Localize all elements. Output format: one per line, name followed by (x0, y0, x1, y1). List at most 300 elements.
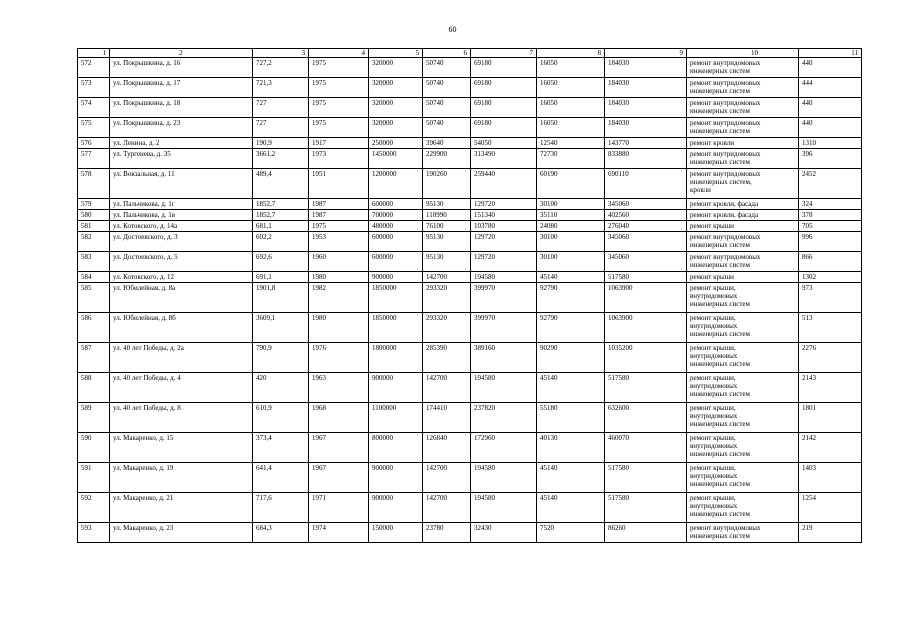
col11-cell: 396 (799, 149, 862, 169)
col9-cell: 345060 (605, 232, 687, 252)
address-cell: ул. Достоевского, д. 3 (110, 232, 253, 252)
total-cost-cell: 900000 (369, 463, 423, 493)
area-cell: 721,3 (253, 78, 309, 98)
works-line: инженерных систем (690, 241, 750, 249)
total-cost-cell: 150000 (369, 523, 423, 543)
works-line: ремонт внутридомовых (690, 59, 761, 67)
works-line: внутридомовых (690, 502, 738, 510)
address-cell: ул. Макаренко, д. 21 (110, 493, 253, 523)
works-line: инженерных систем (690, 420, 750, 428)
col9-cell: 517580 (605, 373, 687, 403)
works-line: кровли (690, 186, 711, 194)
col7-cell: 313490 (471, 149, 537, 169)
col6-cell: 142700 (423, 463, 471, 493)
col9-cell: 345060 (605, 252, 687, 272)
row-number: 572 (78, 58, 110, 78)
col7-cell: 151340 (471, 210, 537, 221)
col8-cell: 72730 (537, 149, 605, 169)
col11-cell: 2143 (799, 373, 862, 403)
year-cell: 1917 (309, 138, 369, 149)
col7-cell: 69180 (471, 58, 537, 78)
year-cell: 1975 (309, 58, 369, 78)
works-line: внутридомовых (690, 352, 738, 360)
row-number: 593 (78, 523, 110, 543)
column-number-7: 7 (471, 49, 537, 58)
works-line: ремонт кровли, фасада (690, 200, 759, 208)
works-line: инженерных систем (690, 158, 750, 166)
row-number: 577 (78, 149, 110, 169)
address-cell: ул. 40 лет Победы, д. 8 (110, 403, 253, 433)
row-number: 590 (78, 433, 110, 463)
col6-cell: 50740 (423, 58, 471, 78)
table-row (78, 252, 862, 272)
works-line: инженерных систем (690, 450, 750, 458)
col9-cell: 517580 (605, 493, 687, 523)
col11-cell: 1254 (799, 493, 862, 523)
col11-cell: 1801 (799, 403, 862, 433)
col7-cell: 237820 (471, 403, 537, 433)
column-number-4: 4 (309, 49, 369, 58)
year-cell: 1975 (309, 118, 369, 138)
col8-cell: 45140 (537, 463, 605, 493)
column-number-11: 11 (799, 49, 862, 58)
year-cell: 1980 (309, 272, 369, 283)
table-row (78, 272, 862, 283)
works-line: инженерных систем (690, 330, 750, 338)
column-number-3: 3 (253, 49, 309, 58)
col7-cell: 194580 (471, 463, 537, 493)
works-line: инженерных систем (690, 360, 750, 368)
table-row (78, 78, 862, 98)
total-cost-cell: 250000 (369, 138, 423, 149)
col11-cell: 440 (799, 98, 862, 118)
col7-cell: 69180 (471, 78, 537, 98)
row-number: 578 (78, 169, 110, 199)
address-cell: ул. Покрышкина, д. 16 (110, 58, 253, 78)
year-cell: 1974 (309, 523, 369, 543)
area-cell: 3661,2 (253, 149, 309, 169)
works-cell (687, 373, 799, 403)
col11-cell: 324 (799, 199, 862, 210)
col9-cell: 1063900 (605, 313, 687, 343)
column-number-10: 10 (687, 49, 799, 58)
col6-cell: 76100 (423, 221, 471, 232)
works-cell (687, 78, 799, 98)
col7-cell: 103780 (471, 221, 537, 232)
works-line: внутридомовых (690, 322, 738, 330)
works-line: инженерных систем, (690, 178, 752, 186)
col9-cell: 143770 (605, 138, 687, 149)
area-cell: 790,9 (253, 343, 309, 373)
works-line: инженерных систем (690, 107, 750, 115)
area-cell: 641,4 (253, 463, 309, 493)
col6-cell: 50740 (423, 118, 471, 138)
col7-cell: 129720 (471, 232, 537, 252)
row-number: 582 (78, 232, 110, 252)
col7-cell: 194580 (471, 373, 537, 403)
works-line: внутридомовых (690, 472, 738, 480)
area-cell: 727 (253, 98, 309, 118)
row-number: 585 (78, 283, 110, 313)
row-number: 573 (78, 78, 110, 98)
row-number: 579 (78, 199, 110, 210)
address-cell: ул. 40 лет Победы, д. 4 (110, 373, 253, 403)
col9-cell: 460070 (605, 433, 687, 463)
works-line: ремонт крыши, (690, 464, 736, 472)
year-cell: 1987 (309, 210, 369, 221)
col7-cell: 69180 (471, 98, 537, 118)
col7-cell: 389160 (471, 343, 537, 373)
table-row (78, 138, 862, 149)
address-cell: ул. Ленина, д. 2 (110, 138, 253, 149)
col7-cell: 194580 (471, 493, 537, 523)
works-cell (687, 403, 799, 433)
works-cell (687, 58, 799, 78)
works-cell (687, 463, 799, 493)
works-line: инженерных систем (690, 480, 750, 488)
row-number: 589 (78, 403, 110, 433)
col11-cell: 973 (799, 283, 862, 313)
total-cost-cell: 1100000 (369, 403, 423, 433)
col11-cell: 440 (799, 118, 862, 138)
col8-cell: 45140 (537, 272, 605, 283)
col8-cell: 92790 (537, 313, 605, 343)
row-number: 576 (78, 138, 110, 149)
total-cost-cell: 900000 (369, 493, 423, 523)
col6-cell: 142700 (423, 272, 471, 283)
col6-cell: 95130 (423, 232, 471, 252)
total-cost-cell: 1200000 (369, 169, 423, 199)
col11-cell: 1302 (799, 272, 862, 283)
table-row (78, 343, 862, 373)
total-cost-cell: 1800000 (369, 343, 423, 373)
works-line: ремонт внутридомовых (690, 99, 761, 107)
col11-cell: 378 (799, 210, 862, 221)
works-line: инженерных систем (690, 532, 750, 540)
col9-cell: 517580 (605, 463, 687, 493)
col7-cell: 32430 (471, 523, 537, 543)
col9-cell: 833880 (605, 149, 687, 169)
col9-cell: 184030 (605, 98, 687, 118)
column-number-2: 2 (110, 49, 253, 58)
col9-cell: 184030 (605, 118, 687, 138)
works-cell (687, 523, 799, 543)
works-line: внутридомовых (690, 292, 738, 300)
total-cost-cell: 800000 (369, 433, 423, 463)
col9-cell: 1063900 (605, 283, 687, 313)
works-line: ремонт внутридомовых (690, 79, 761, 87)
col9-cell: 345060 (605, 199, 687, 210)
address-cell: ул. Пальчикова, д. 1в (110, 210, 253, 221)
works-line: ремонт крыши, (690, 434, 736, 442)
col7-cell: 69180 (471, 118, 537, 138)
address-cell: ул. Пальчикова, д. 1г (110, 199, 253, 210)
year-cell: 1975 (309, 78, 369, 98)
row-number: 584 (78, 272, 110, 283)
col11-cell: 440 (799, 58, 862, 78)
works-cell (687, 98, 799, 118)
col7-cell: 172960 (471, 433, 537, 463)
row-number: 575 (78, 118, 110, 138)
col9-cell: 184030 (605, 58, 687, 78)
col8-cell: 40130 (537, 433, 605, 463)
total-cost-cell: 320000 (369, 58, 423, 78)
row-number: 591 (78, 463, 110, 493)
works-cell (687, 232, 799, 252)
works-cell (687, 272, 799, 283)
works-line: ремонт внутридомовых (690, 233, 761, 241)
column-number-row (78, 49, 862, 58)
year-cell: 1975 (309, 221, 369, 232)
col11-cell: 513 (799, 313, 862, 343)
col6-cell: 39640 (423, 138, 471, 149)
col9-cell: 1035200 (605, 343, 687, 373)
col11-cell: 1403 (799, 463, 862, 493)
works-line: ремонт внутридомовых (690, 150, 761, 158)
works-line: ремонт крыши, (690, 314, 736, 322)
col6-cell: 190260 (423, 169, 471, 199)
col7-cell: 129720 (471, 199, 537, 210)
works-line: ремонт внутридомовых (690, 170, 761, 178)
col8-cell: 45140 (537, 493, 605, 523)
area-cell: 692,6 (253, 252, 309, 272)
works-cell (687, 169, 799, 199)
column-number-5: 5 (369, 49, 423, 58)
works-line: ремонт кровли (690, 139, 734, 147)
area-cell: 681,1 (253, 221, 309, 232)
address-cell: ул. Юбилейная, д. 8а (110, 283, 253, 313)
area-cell: 684,3 (253, 523, 309, 543)
col11-cell: 2452 (799, 169, 862, 199)
repair-program-table (77, 48, 862, 543)
col7-cell: 259440 (471, 169, 537, 199)
area-cell: 691,1 (253, 272, 309, 283)
col6-cell: 110990 (423, 210, 471, 221)
table-row (78, 58, 862, 78)
col9-cell: 632600 (605, 403, 687, 433)
works-cell (687, 210, 799, 221)
table-row (78, 232, 862, 252)
works-line: ремонт кровли, фасада (690, 211, 759, 219)
col11-cell: 996 (799, 232, 862, 252)
works-cell (687, 343, 799, 373)
total-cost-cell: 320000 (369, 78, 423, 98)
table-row (78, 98, 862, 118)
works-cell (687, 493, 799, 523)
works-cell (687, 199, 799, 210)
works-line: внутридомовых (690, 382, 738, 390)
year-cell: 1951 (309, 169, 369, 199)
col6-cell: 142700 (423, 373, 471, 403)
col8-cell: 16050 (537, 78, 605, 98)
year-cell: 1971 (309, 493, 369, 523)
area-cell: 373,4 (253, 433, 309, 463)
works-line: внутридомовых (690, 442, 738, 450)
col6-cell: 95130 (423, 252, 471, 272)
works-cell (687, 283, 799, 313)
col9-cell: 517580 (605, 272, 687, 283)
col7-cell: 399970 (471, 313, 537, 343)
col6-cell: 95130 (423, 199, 471, 210)
total-cost-cell: 320000 (369, 118, 423, 138)
year-cell: 1968 (309, 403, 369, 433)
works-line: внутридомовых (690, 412, 738, 420)
row-number: 583 (78, 252, 110, 272)
col9-cell: 86260 (605, 523, 687, 543)
works-cell (687, 118, 799, 138)
works-line: инженерных систем (690, 127, 750, 135)
row-number: 588 (78, 373, 110, 403)
col6-cell: 285390 (423, 343, 471, 373)
row-number: 574 (78, 98, 110, 118)
col8-cell: 12540 (537, 138, 605, 149)
table-row (78, 221, 862, 232)
total-cost-cell: 900000 (369, 272, 423, 283)
table-row (78, 169, 862, 199)
area-cell: 602,2 (253, 232, 309, 252)
col6-cell: 293320 (423, 313, 471, 343)
col6-cell: 50740 (423, 98, 471, 118)
col11-cell: 219 (799, 523, 862, 543)
table-body (78, 58, 862, 543)
works-line: ремонт крыши, (690, 284, 736, 292)
table-row (78, 283, 862, 313)
col9-cell: 276040 (605, 221, 687, 232)
col8-cell: 16050 (537, 98, 605, 118)
total-cost-cell: 480000 (369, 221, 423, 232)
year-cell: 1976 (309, 343, 369, 373)
works-line: ремонт крыши, (690, 374, 736, 382)
col11-cell: 2276 (799, 343, 862, 373)
works-line: ремонт крыши (690, 273, 734, 281)
column-number-8: 8 (537, 49, 605, 58)
works-line: инженерных систем (690, 261, 750, 269)
year-cell: 1982 (309, 283, 369, 313)
works-line: ремонт внутридомовых (690, 524, 761, 532)
col11-cell: 705 (799, 221, 862, 232)
col7-cell: 399970 (471, 283, 537, 313)
col8-cell: 60190 (537, 169, 605, 199)
works-line: ремонт крыши, (690, 344, 736, 352)
works-cell (687, 313, 799, 343)
col7-cell: 194580 (471, 272, 537, 283)
area-cell: 1852,7 (253, 199, 309, 210)
table-row (78, 433, 862, 463)
works-cell (687, 149, 799, 169)
address-cell: ул. Покрышкина, д. 18 (110, 98, 253, 118)
area-cell: 727 (253, 118, 309, 138)
col9-cell: 184030 (605, 78, 687, 98)
col6-cell: 126840 (423, 433, 471, 463)
total-cost-cell: 600000 (369, 232, 423, 252)
area-cell: 1852,7 (253, 210, 309, 221)
table-row (78, 373, 862, 403)
table-row (78, 313, 862, 343)
year-cell: 1967 (309, 433, 369, 463)
col8-cell: 55180 (537, 403, 605, 433)
works-line: ремонт внутридомовых (690, 119, 761, 127)
total-cost-cell: 320000 (369, 98, 423, 118)
col6-cell: 229900 (423, 149, 471, 169)
works-line: ремонт крыши (690, 222, 734, 230)
col8-cell: 30100 (537, 232, 605, 252)
area-cell: 420 (253, 373, 309, 403)
col8-cell: 92790 (537, 283, 605, 313)
year-cell: 1987 (309, 199, 369, 210)
year-cell: 1963 (309, 373, 369, 403)
works-line: инженерных систем (690, 510, 750, 518)
total-cost-cell: 600000 (369, 199, 423, 210)
col11-cell: 866 (799, 252, 862, 272)
area-cell: 190,9 (253, 138, 309, 149)
col8-cell: 35110 (537, 210, 605, 221)
col9-cell: 690110 (605, 169, 687, 199)
address-cell: ул. Макаренко, д. 15 (110, 433, 253, 463)
col8-cell: 30100 (537, 199, 605, 210)
total-cost-cell: 1850000 (369, 283, 423, 313)
area-cell: 610,9 (253, 403, 309, 433)
area-cell: 3609,1 (253, 313, 309, 343)
address-cell: ул. Достоевского, д. 5 (110, 252, 253, 272)
address-cell: ул. Макаренко, д. 23 (110, 523, 253, 543)
area-cell: 489,4 (253, 169, 309, 199)
col11-cell: 444 (799, 78, 862, 98)
works-line: ремонт крыши, (690, 404, 736, 412)
year-cell: 1960 (309, 252, 369, 272)
col8-cell: 16050 (537, 58, 605, 78)
works-line: инженерных систем (690, 87, 750, 95)
row-number: 586 (78, 313, 110, 343)
col8-cell: 90290 (537, 343, 605, 373)
address-cell: ул. Юбилейная, д. 8б (110, 313, 253, 343)
total-cost-cell: 900000 (369, 373, 423, 403)
works-line: ремонт внутридомовых (690, 253, 761, 261)
col6-cell: 293320 (423, 283, 471, 313)
table-row (78, 118, 862, 138)
total-cost-cell: 700000 (369, 210, 423, 221)
year-cell: 1980 (309, 313, 369, 343)
address-cell: ул. Покрышкина, д. 17 (110, 78, 253, 98)
year-cell: 1975 (309, 98, 369, 118)
table-row (78, 149, 862, 169)
row-number: 592 (78, 493, 110, 523)
col8-cell: 30100 (537, 252, 605, 272)
page-number: 60 (448, 25, 457, 34)
col6-cell: 50740 (423, 78, 471, 98)
row-number: 581 (78, 221, 110, 232)
address-cell: ул. Тургенева, д. 35 (110, 149, 253, 169)
table-row (78, 493, 862, 523)
col6-cell: 174410 (423, 403, 471, 433)
col11-cell: 2142 (799, 433, 862, 463)
area-cell: 1901,8 (253, 283, 309, 313)
table-row (78, 523, 862, 543)
column-number-1: 1 (78, 49, 110, 58)
address-cell: ул. Покрышкина, д. 23 (110, 118, 253, 138)
total-cost-cell: 1450000 (369, 149, 423, 169)
col7-cell: 129720 (471, 252, 537, 272)
address-cell: ул. Вокзальная, д. 11 (110, 169, 253, 199)
column-number-6: 6 (423, 49, 471, 58)
col9-cell: 402560 (605, 210, 687, 221)
year-cell: 1953 (309, 232, 369, 252)
works-line: ремонт крыши, (690, 494, 736, 502)
works-line: инженерных систем (690, 300, 750, 308)
col11-cell: 1310 (799, 138, 862, 149)
table-row (78, 403, 862, 433)
row-number: 580 (78, 210, 110, 221)
col6-cell: 23780 (423, 523, 471, 543)
